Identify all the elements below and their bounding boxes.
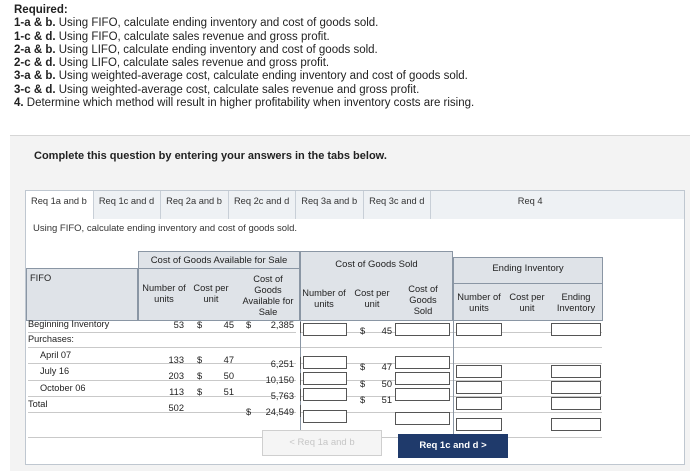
ending-units-input[interactable] [456,381,502,394]
required-line: 4. Determine which method will result in higher profitability when inventory costs are rising. [14,97,475,110]
col-header-cogas: Cost of Goods Available for Sale [242,274,294,317]
tab-req-3c-d[interactable]: Req 3c and d [364,191,431,220]
cogas-input[interactable] [296,389,301,401]
ending-total-input[interactable] [551,381,601,394]
beginning-cogs-cost: 45 [381,326,392,336]
beginning-total: 2,385 [270,320,294,330]
april-dollar: $ [197,355,203,365]
ending-units-total-input[interactable] [456,418,502,431]
beginning-dollar2: $ [246,320,252,330]
cogs-total-input[interactable] [395,356,450,369]
ending-units-input[interactable] [456,365,502,378]
tab-req-1c-d[interactable]: Req 1c and d [94,191,161,220]
total-units: 502 [168,403,184,413]
required-line: 3-c & d. Using weighted-average cost, calculate sales revenue and gross profit. [14,83,420,96]
ending-total-input[interactable] [551,323,601,336]
header-divider [453,283,603,284]
cogs-units-input[interactable] [303,388,347,401]
required-line: 1-c & d. Using FIFO, calculate sales revenue and gross profit. [14,30,330,43]
october-total: 5,763 [270,391,294,401]
required-line: 2-c & d. Using LIFO, calculate sales revenue and gross profit. [14,57,330,70]
header-divider [138,268,300,269]
row-label-purchases: Purchases: [28,334,74,344]
july-cogs-dollar: $ [360,379,366,389]
cogs-units-input[interactable] [303,323,347,336]
cogs-total-input[interactable] [395,323,450,336]
cogs-units-total-input[interactable] [303,410,347,423]
cogas-group-header: Cost of Goods Available for Sale [150,255,288,266]
beginning-units: 53 [173,320,184,330]
april-cogs-dollar: $ [360,362,366,372]
required-line: 1-a & b. Using FIFO, calculate ending inventory and cost of goods sold. [14,17,379,30]
required-instructions [14,4,474,110]
july-cost: 50 [223,371,234,381]
october-cost: 51 [223,387,234,397]
tab-subtitle: Using FIFO, calculate ending inventory and cost of goods sold. [33,223,298,234]
row-label-april: April 07 [40,350,72,360]
required-line: 3-a & b. Using weighted-average cost, calculate ending inventory and cost of goods sold. [14,70,468,83]
col-header-ending-inventory: Ending Inventory [556,292,596,313]
total-dollar: $ [246,407,252,417]
april-cost: 47 [223,355,234,365]
next-req-button[interactable]: Req 1c and d > [398,434,508,458]
column-divider [453,321,454,437]
april-units: 133 [168,355,184,365]
row-divider [28,347,602,348]
tab-req-1a-b[interactable]: Req 1a and b [26,191,94,220]
required-line: 2-a & b. Using LIFO, calculate ending inventory and cost of goods sold. [14,43,378,56]
ending-total-sum-input[interactable] [551,418,601,431]
cogas-input[interactable] [296,373,301,385]
july-total: 10,150 [265,375,294,385]
cogs-group-header: Cost of Goods Sold [335,259,418,270]
cogs-total-input[interactable] [395,372,450,385]
row-label-july: July 16 [40,366,70,376]
col-header-units: Number of units [142,283,186,304]
cogas-input[interactable] [296,322,301,333]
tab-req-2c-d[interactable]: Req 2c and d [229,191,296,220]
july-cogs-cost: 50 [381,379,392,389]
instruction-text: Complete this question by entering your answers in the tabs below. [34,150,387,162]
beginning-cost: 45 [223,320,234,330]
cogas-input[interactable] [296,357,301,369]
beginning-dollar: $ [197,320,203,330]
april-total: 6,251 [270,359,294,369]
tab-req-3a-b[interactable]: Req 3a and b [296,191,364,220]
ending-total-input[interactable] [551,397,601,410]
total-total: 24,549 [265,407,294,417]
ending-units-input[interactable] [456,323,502,336]
cogs-units-input[interactable] [303,356,347,369]
october-dollar: $ [197,387,203,397]
col-header-cost-per-unit: Cost per unit [193,283,229,304]
cogas-input[interactable] [296,405,301,417]
april-cogs-cost: 47 [381,362,392,372]
col-header-cost-per-unit: Cost per unit [509,292,545,313]
tab-req-4[interactable]: Req 4 [517,196,543,206]
cogs-total-sum-input[interactable] [395,412,450,425]
beginning-cogs-dollar: $ [360,326,366,336]
ending-total-input[interactable] [551,365,601,378]
col-header-units: Number of units [457,292,501,313]
july-dollar: $ [197,371,203,381]
row-label-beginning: Beginning Inventory [28,319,110,329]
row-label-october: October 06 [40,383,86,393]
july-units: 203 [168,371,184,381]
col-header-units: Number of units [302,288,346,309]
required-title: Required: [14,4,68,16]
row-label-total: Total [28,399,48,409]
october-cogs-dollar: $ [360,395,366,405]
method-label: FIFO [30,273,52,283]
tab-bar [25,190,685,221]
prev-req-button[interactable]: < Req 1a and b [262,430,382,456]
cogs-total-input[interactable] [395,388,450,401]
tab-req-2a-b[interactable]: Req 2a and b [161,191,229,220]
ending-units-input[interactable] [456,397,502,410]
october-cogs-cost: 51 [381,395,392,405]
col-header-cogs: Cost of Goods Sold [408,284,438,316]
ending-group-header: Ending Inventory [492,263,564,274]
cogs-units-input[interactable] [303,372,347,385]
col-header-cost-per-unit: Cost per unit [354,288,390,309]
october-units: 113 [169,387,184,397]
